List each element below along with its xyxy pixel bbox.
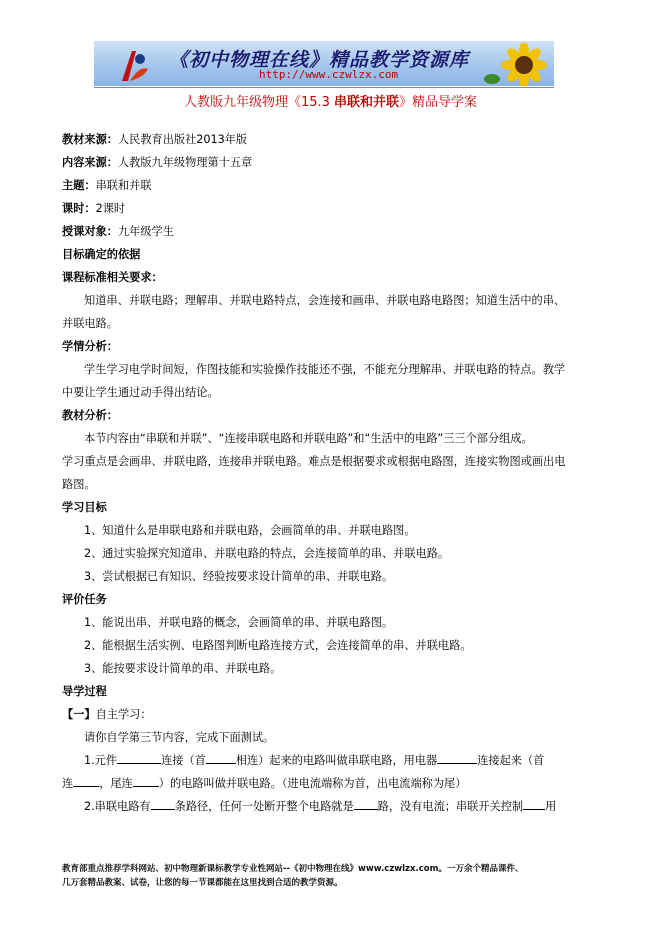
- evaluation-item: 3、能按要求设计简单的串、并联电路。: [84, 662, 282, 675]
- evaluation-heading: 评价任务: [62, 593, 107, 606]
- answer-blank[interactable]: [151, 797, 175, 810]
- learner-line: 学生学习电学时间短，作图技能和实验操作技能还不强，不能充分理解串、并联电路的特点。教学: [84, 363, 566, 376]
- site-logo-icon: [118, 47, 152, 83]
- textbook-line: 本节内容由“串联和并联”、“连接串联电路和并联电路”和“生活中的电路”三三个部分组成。: [84, 432, 533, 445]
- objective-item: 2、通过实验探究知道串、并联电路的特点，会连接简单的串、并联电路。: [84, 547, 450, 560]
- header-divider: [94, 87, 554, 88]
- header-banner: [94, 41, 554, 86]
- document-title: 人教版九年级物理《15.3 串联和并联》精品导学案: [183, 95, 478, 110]
- sunflower-icon: [482, 43, 548, 86]
- process-part-one: 【一】自主学习：: [62, 708, 152, 721]
- answer-blank[interactable]: [133, 774, 159, 787]
- banner-title: 《初中物理在线》精品教学资源库: [169, 49, 470, 71]
- evaluation-item: 2、能根据生活实例、电路图判断电路连接方式，会连接简单的串、并联电路。: [84, 639, 472, 652]
- answer-blank[interactable]: [73, 774, 99, 787]
- banner-url[interactable]: http://www.czwlzx.com: [259, 68, 399, 81]
- objective-item: 1、知道什么是串联电路和并联电路，会画简单的串、并联电路图。: [84, 524, 416, 537]
- objective-item: 3、尝试根据已有知识、经验按要求设计简单的串、并联电路。: [84, 570, 394, 583]
- basis-heading: 目标确定的依据: [62, 248, 141, 261]
- meta-topic: 主题：串联和并联: [62, 179, 152, 192]
- learner-line: 中要让学生通过动手得出结论。: [62, 386, 219, 399]
- footer-line: 教育部重点推荐学科网站、初中物理新课标教学专业性网站--《初中物理在线》www.czwlzx.com。一万余个精品课件、: [62, 864, 524, 874]
- question-2: 2.串联电路有 条路径，任何一处断开整个电路就是 路，没有电流；串联开关控制 用: [62, 795, 602, 818]
- page-footer: [62, 862, 602, 890]
- process-heading: 导学过程: [62, 685, 107, 698]
- learner-heading: 学情分析：: [62, 340, 118, 353]
- textbook-heading: 教材分析：: [62, 409, 118, 422]
- meta-periods: 课时：2课时: [62, 202, 126, 215]
- meta-content-source: 内容来源：人教版九年级物理第十五章: [62, 156, 253, 169]
- objectives-heading: 学习目标: [62, 501, 107, 514]
- answer-blank[interactable]: [523, 797, 545, 810]
- curriculum-line: 并联电路。: [62, 317, 118, 330]
- meta-source: 教材来源：人民教育出版社2013年版: [62, 133, 248, 146]
- answer-blank[interactable]: [354, 797, 378, 810]
- question-1: 1.元件 连接（首 相连）起来的电路叫做串联电路，用电器 连接起来（首: [62, 749, 602, 772]
- curriculum-heading: 课程标准相关要求：: [62, 271, 163, 284]
- textbook-line: 路图。: [62, 478, 96, 491]
- textbook-line: 学习重点是会画串、并联电路，连接串并联电路。难点是根据要求或根据电路图，连接实物图或画出电: [62, 455, 566, 468]
- question-1-cont: 连 ，尾连 ）的电路叫做并联电路。（进电流端称为首，出电流端称为尾）: [62, 772, 602, 795]
- process-intro: 请你自学第三节内容，完成下面测试。: [84, 731, 275, 744]
- curriculum-line: 知道串、并联电路；理解串、并联电路特点，会连接和画串、并联电路电路图；知道生活中的串、: [84, 294, 566, 307]
- answer-blank[interactable]: [117, 751, 161, 764]
- answer-blank[interactable]: [206, 751, 236, 764]
- answer-blank[interactable]: [437, 751, 477, 764]
- evaluation-item: 1、能说出串、并联电路的概念，会画简单的串、并联电路图。: [84, 616, 394, 629]
- footer-line: 几万套精品教案、试卷，让您的每一节课都能在这里找到合适的教学资源。: [62, 878, 343, 888]
- document-body: [62, 128, 602, 818]
- meta-audience: 授课对象：九年级学生: [62, 225, 174, 238]
